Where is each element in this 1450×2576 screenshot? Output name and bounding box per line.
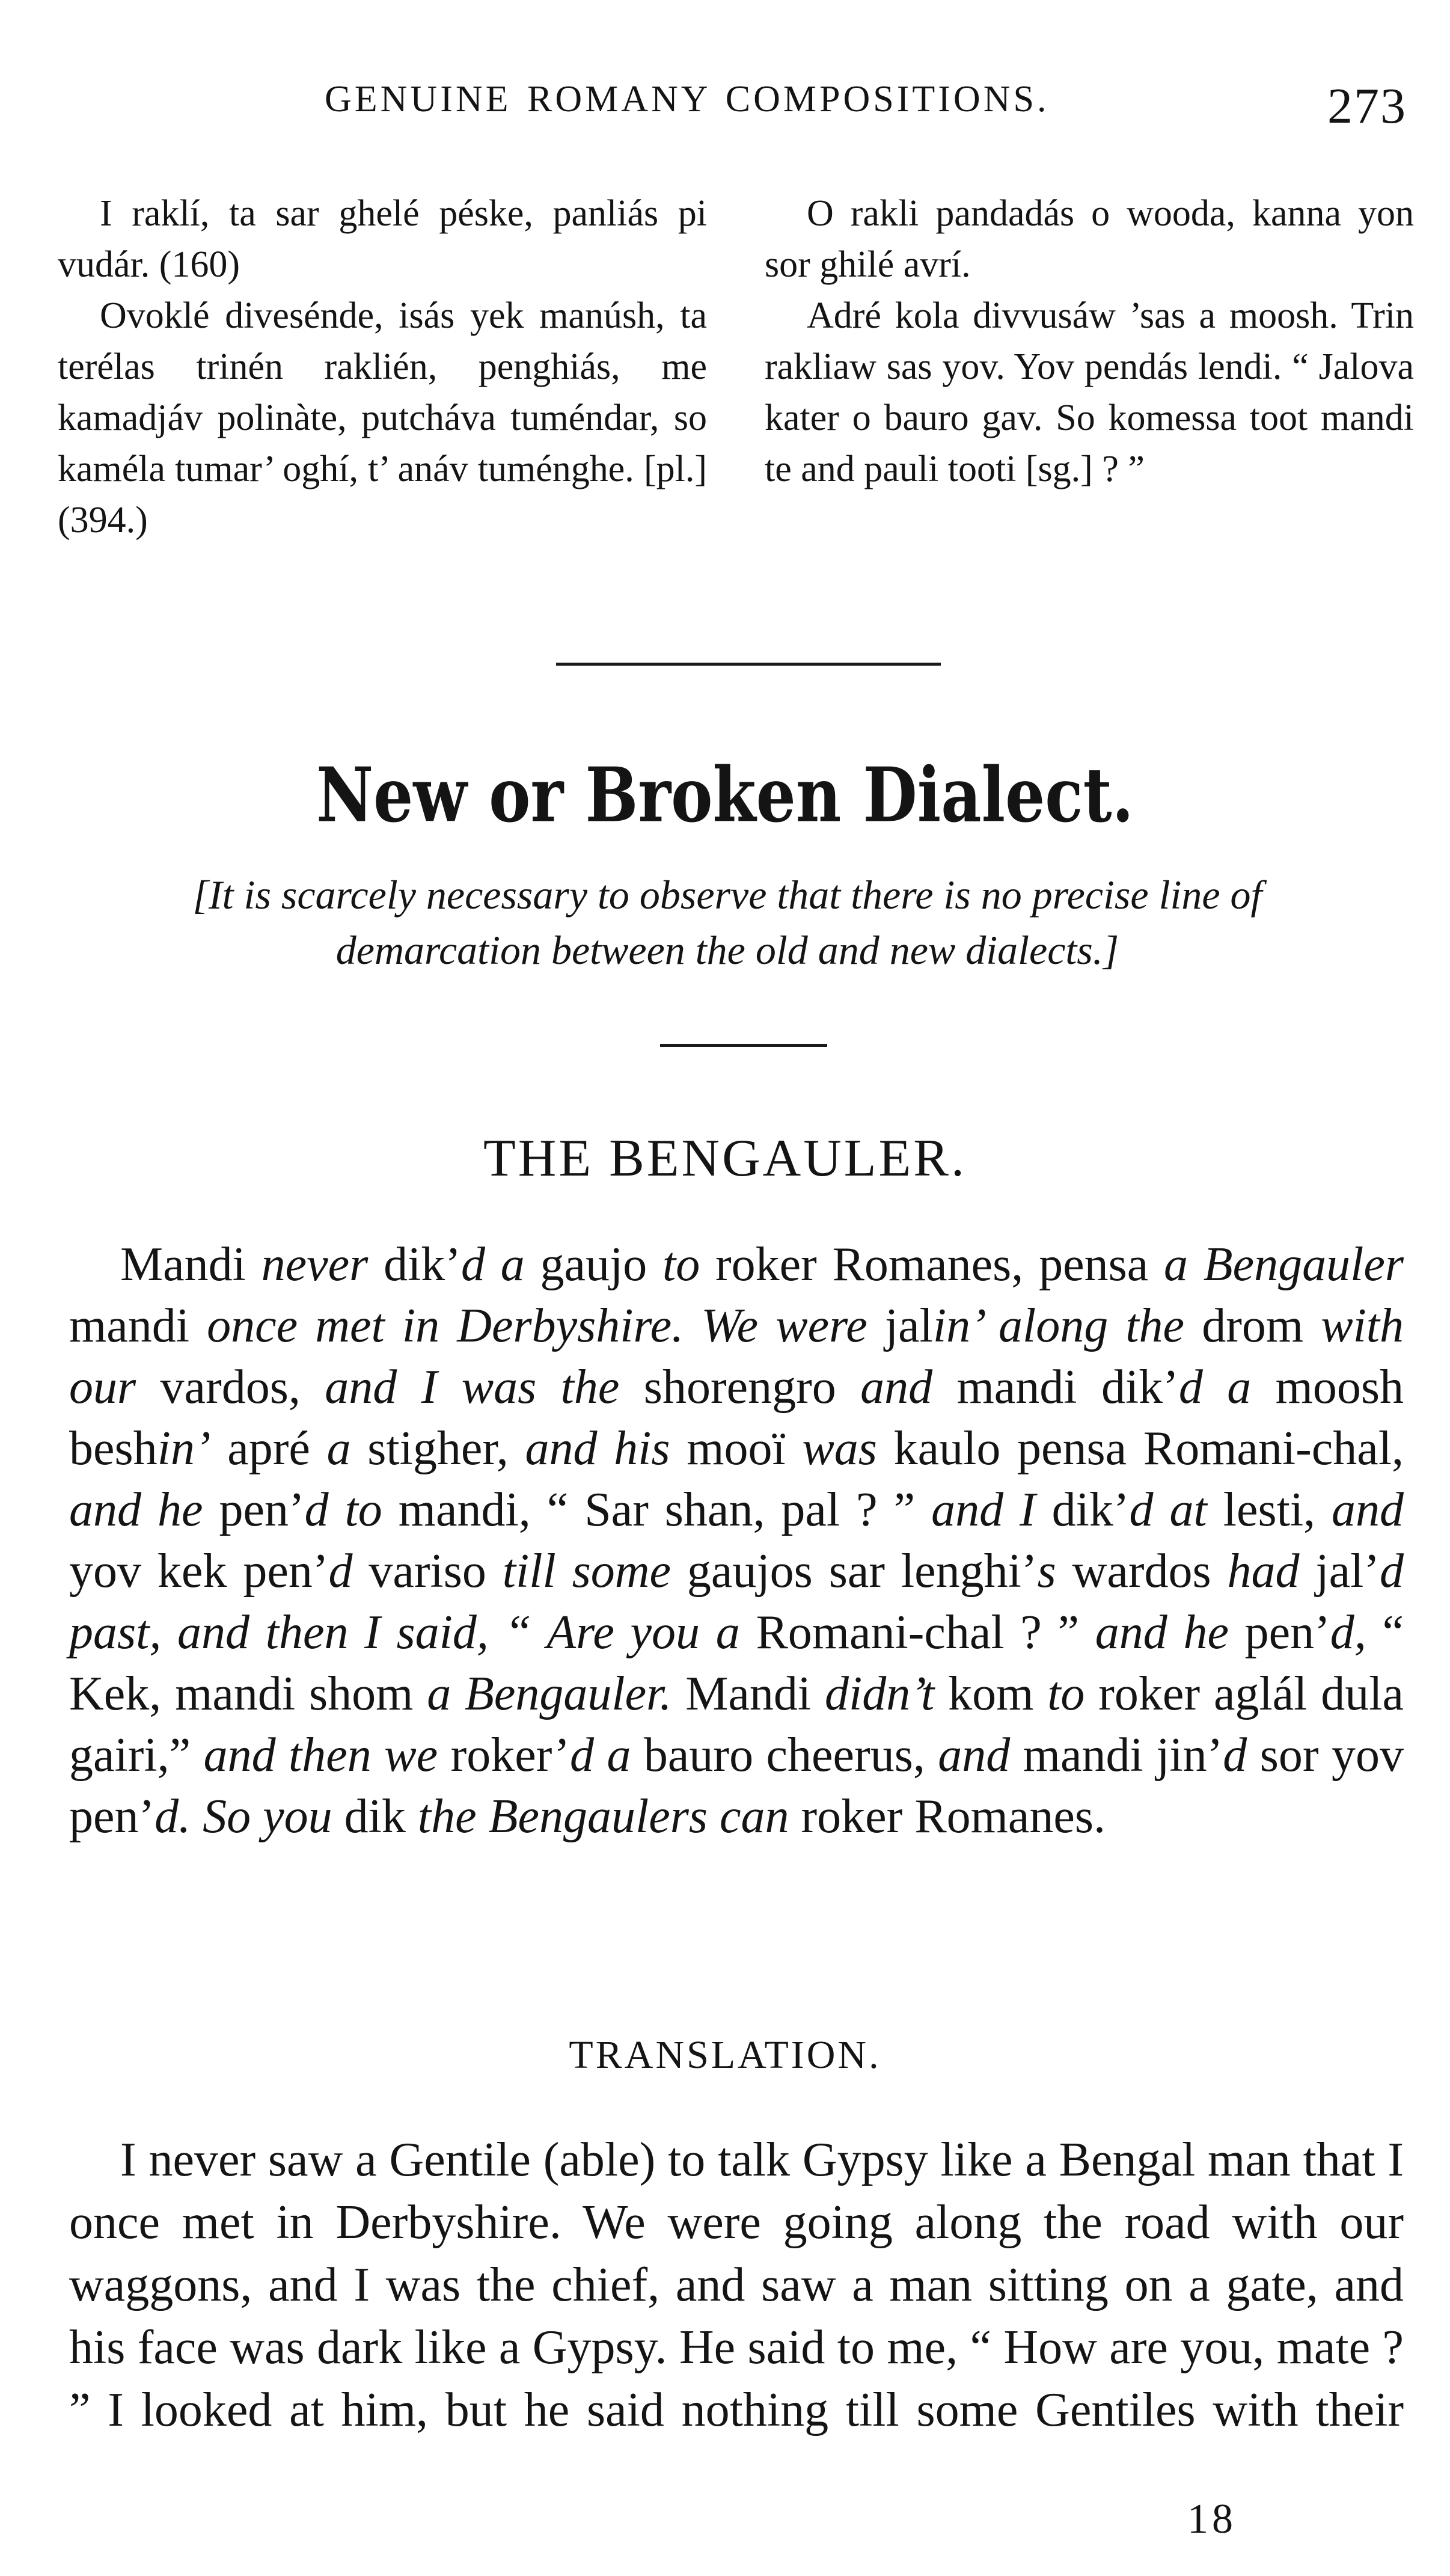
story-text — [69, 1234, 1404, 1847]
italic-segment: d, — [1330, 1606, 1366, 1659]
roman-segment: mandi — [69, 1299, 207, 1352]
italic-segment: d a — [1178, 1361, 1252, 1414]
italic-segment: never — [261, 1238, 369, 1291]
roman-segment: “ Kek, mandi shom — [69, 1606, 1404, 1720]
italic-segment: a Bengauler. — [427, 1667, 672, 1720]
translation-heading: TRANSLATION. — [569, 2033, 881, 2077]
signature-mark: 18 — [1187, 2496, 1237, 2542]
roman-segment: sor yov pen’ — [69, 1729, 1404, 1843]
roman-segment: mandi, “ Sar shan, pal ? ” — [382, 1483, 932, 1536]
roman-segment: pen’ — [1228, 1606, 1330, 1659]
italic-segment: s — [1037, 1545, 1056, 1598]
roman-segment: wardos — [1056, 1545, 1228, 1598]
italic-segment: the Bengaulers can — [417, 1790, 789, 1843]
italic-segment: and I was the — [325, 1361, 620, 1414]
roman-segment: mooï — [670, 1422, 803, 1475]
italic-segment: and his — [525, 1422, 670, 1475]
roman-segment: stigher, — [350, 1422, 525, 1475]
italic-segment: d. So you — [154, 1790, 332, 1843]
italic-segment: d — [328, 1545, 353, 1598]
italic-segment: with our — [69, 1299, 1404, 1414]
italic-segment: d past, and then I said, “ Are you a — [69, 1545, 1404, 1659]
italic-segment: was — [802, 1422, 877, 1475]
roman-segment: dik’ — [1035, 1483, 1130, 1536]
roman-segment: drom — [1184, 1299, 1321, 1352]
roman-segment: gaujo — [524, 1238, 662, 1291]
italic-segment: and then we — [203, 1729, 438, 1782]
italic-segment: d a — [569, 1729, 631, 1782]
story-title: THE BENGAULER. — [483, 1129, 967, 1188]
italic-segment: had — [1227, 1545, 1300, 1598]
roman-segment: roker Romanes, pensa — [700, 1238, 1164, 1291]
italic-segment: to — [662, 1238, 700, 1291]
italic-segment: to — [1047, 1667, 1085, 1720]
short-divider — [660, 1044, 827, 1047]
roman-segment: mandi jin’ — [1010, 1729, 1223, 1782]
roman-segment: yov kek pen’ — [69, 1545, 329, 1598]
italic-segment: in’ — [157, 1422, 211, 1475]
page-number: 273 — [1327, 78, 1407, 134]
roman-segment: gaujos sar lenghi’ — [671, 1545, 1038, 1598]
roman-segment: kom — [934, 1667, 1048, 1720]
italic-segment: once met in Derbyshire. We were — [207, 1299, 867, 1352]
right-paragraph-1: O rakli pandadás o wooda, kanna yon sor ghilé avrí. — [765, 193, 1414, 285]
roman-segment: pen’ — [203, 1483, 305, 1536]
roman-segment: variso — [352, 1545, 503, 1598]
left-paragraph-2: Ovoklé divesénde, isás yek manúsh, ta terélas trinén raklién, penghiás, me kamadjáv polinàte, putcháva tuméndar, so kaméla tumar’ oghí, t’ anáv tuménghe. [pl.] (394.) — [58, 295, 707, 541]
translation-text: I never saw a Gentile (able) to talk Gypsy like a Bengal man that I once met in Derbyshire. We were going along the road with our waggons, and I was the chief, and saw a man sitting on a gate, and his face was dark like a Gypsy. He said to me, “ How are you, mate ? ” I looked at him, but he said nothing till some Gentiles with their — [69, 2133, 1404, 2436]
italic-segment: didn’t — [825, 1667, 935, 1720]
roman-segment: jal — [867, 1299, 933, 1352]
running-title: GENUINE ROMANY COMPOSITIONS. — [325, 79, 1050, 120]
roman-segment: roker Romanes. — [789, 1790, 1106, 1843]
roman-segment: apré — [210, 1422, 327, 1475]
roman-segment: mandi dik’ — [932, 1361, 1179, 1414]
italic-segment: and he — [1095, 1606, 1229, 1659]
roman-segment: dik’ — [368, 1238, 461, 1291]
italic-segment: and he — [69, 1483, 203, 1536]
roman-segment: Mandi — [120, 1238, 262, 1291]
section-divider — [556, 663, 941, 666]
roman-segment: roker aglál dula gairi,” — [69, 1667, 1404, 1782]
italic-segment: in’ along the — [932, 1299, 1185, 1352]
italic-segment: a — [326, 1422, 351, 1475]
italic-segment: and I — [931, 1483, 1036, 1536]
roman-segment: Romani-chal ? ” — [739, 1606, 1095, 1659]
italic-segment: and — [1332, 1483, 1404, 1536]
left-column — [58, 188, 707, 546]
italic-segment: and — [938, 1729, 1011, 1782]
roman-segment: lesti, — [1207, 1483, 1332, 1536]
roman-segment: Mandi — [671, 1667, 825, 1720]
roman-segment: jal’ — [1299, 1545, 1380, 1598]
right-paragraph-2: Adré kola divvusáw ’sas a moosh. Trin rakliaw sas yov. Yov pendás lendi. “ Jalova kater o bauro gav. So komessa toot mandi te and pauli tooti [sg.] ? ” — [765, 295, 1414, 489]
italic-segment: and — [860, 1361, 933, 1414]
running-head — [325, 65, 1407, 134]
roman-segment: roker’ — [438, 1729, 570, 1782]
section-title: New or Broken Dialect. — [316, 750, 1134, 839]
italic-segment: till some — [502, 1545, 671, 1598]
section-note: [It is scarcely necessary to observe that there is no precise line of demarcation between the old and new dialects.] — [192, 872, 1262, 973]
italic-segment: d to — [304, 1483, 382, 1536]
italic-segment: d at — [1129, 1483, 1207, 1536]
left-paragraph-1: I raklí, ta sar ghelé péske, panliás pi vudár. (160) — [58, 193, 707, 285]
roman-segment: vardos, — [136, 1361, 325, 1414]
roman-segment: shorengro — [619, 1361, 861, 1414]
roman-segment: bauro cheerus, — [631, 1729, 938, 1782]
roman-segment: moosh besh — [69, 1361, 1404, 1475]
roman-segment: dik — [332, 1790, 418, 1843]
right-column — [765, 188, 1414, 495]
italic-segment: d a — [460, 1238, 525, 1291]
italic-segment: d — [1223, 1729, 1247, 1782]
italic-segment: a Bengauler — [1164, 1238, 1404, 1291]
roman-segment: kaulo pensa Romani-chal, — [876, 1422, 1404, 1475]
